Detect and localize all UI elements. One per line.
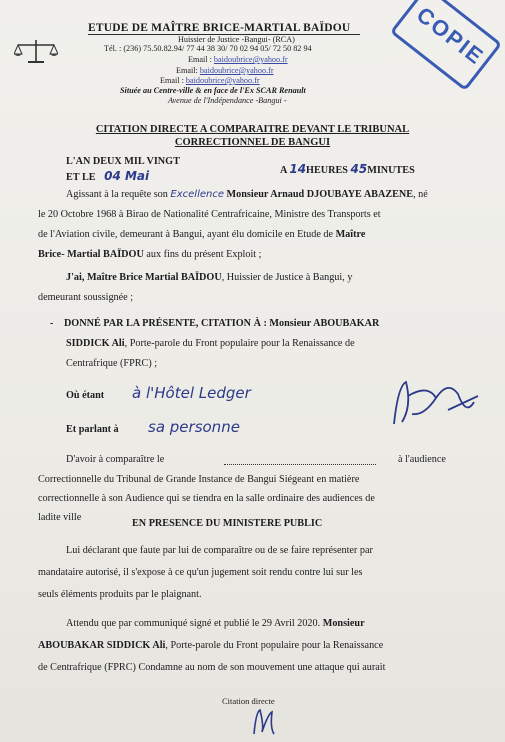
- para4-line1: D'avoir à comparaître le: [66, 454, 165, 465]
- para1-line3: de l'Aviation civile, demeurant à Bangui, ayant élu domicile en Etude de Maître: [38, 229, 366, 240]
- office-phone: Tél. : (236) 75.50.82.94/ 77 44 38 30/ 70 02 94 05/ 72 50 82 94: [104, 44, 312, 53]
- para6-line3: de Centrafrique (FPRC) Condamne au nom de son mouvement une attaque qui aurait: [38, 662, 386, 673]
- stamp-text: COPIE: [411, 1, 490, 70]
- scales-of-justice-logo: [14, 38, 58, 66]
- presence-heading: EN PRESENCE DU MINISTERE PUBLIC: [132, 518, 323, 529]
- handwritten-minutes: 45: [350, 162, 368, 176]
- para3-line2: SIDDICK Ali, Porte-parole du Front populaire pour la Renaissance de: [66, 338, 355, 349]
- handwritten-signature: [388, 376, 480, 428]
- para3-line3: Centrafrique (FPRC) ;: [66, 358, 158, 369]
- para5-line1: Lui déclarant que faute par lui de comparaître ou de se faire représenter par: [66, 545, 373, 556]
- handwritten-hour: 14: [289, 162, 307, 176]
- ou-etant-label: Où étant: [66, 390, 105, 401]
- email-link[interactable]: baidoubrice@yahoo.fr: [185, 76, 260, 85]
- footer-label: Citation directe: [222, 696, 275, 706]
- para4-line2: Correctionnelle du Tribunal de Grande Instance de Bangui Siégeant en matière: [38, 474, 360, 485]
- para2-line2: demeurant soussignée ;: [38, 292, 134, 303]
- para1-line1: Agissant à la requête son Excellence Monsieur Arnaud DJOUBAYE ABAZENE, né: [66, 189, 428, 200]
- copy-stamp: [390, 0, 503, 91]
- handwritten-date: 04 Mai: [104, 169, 150, 183]
- document-title-line-1: CITATION DIRECTE A COMPARAITRE DEVANT LE TRIBUNAL: [95, 124, 410, 135]
- para6-line1: Attendu que par communiqué signé et publié le 29 Avril 2020. Monsieur: [66, 618, 365, 629]
- para3-line1: - DONNÉ PAR LA PRÉSENTE, CITATION À : Monsieur ABOUBAKAR: [50, 318, 380, 329]
- para1-line4: Brice- Martial BAÏDOU aux fins du présent Exploit ;: [38, 249, 262, 260]
- date-line: ET LE 04 Mai: [66, 169, 150, 183]
- para6-line2: ABOUBAKAR SIDDICK Ali, Porte-parole du Front populaire pour la Renaissance: [38, 640, 384, 651]
- office-subtitle: Huissier de Justice -Bangui- (RCA): [178, 35, 295, 44]
- time-line: A 14HEURES 45MINUTES: [280, 162, 415, 176]
- parlant-label: Et parlant à: [66, 424, 119, 435]
- para4-line3: correctionnelle à son Audience qui se tiendra en la salle ordinaire des audiences de: [38, 493, 375, 504]
- para4-line4: ladite ville: [38, 512, 82, 523]
- office-title: ETUDE DE MAÎTRE BRICE-MARTIAL BAÏDOU: [88, 22, 351, 34]
- para2-line1: J'ai, Maître Brice Martial BAÏDOU, Huissier de Justice à Bangui, y: [66, 272, 353, 283]
- handwritten-location: à l'Hôtel Ledger: [132, 384, 251, 402]
- initials-mark: [250, 706, 276, 736]
- handwritten-person: sa personne: [148, 418, 240, 436]
- email-line-3: Email : baidoubrice@yahoo.fr: [160, 76, 260, 85]
- document-title-line-2: CORRECTIONNEL DE BANGUI: [174, 137, 331, 148]
- office-avenue: Avenue de l'Indépendance -Bangui -: [168, 96, 287, 105]
- date-blank: [224, 464, 376, 465]
- para4-line1-end: à l'audience: [398, 454, 446, 465]
- para1-line2: le 20 Octobre 1968 à Birao de Nationalité Centrafricaine, Ministre des Transports et: [38, 209, 381, 220]
- email-link[interactable]: baidoubrice@yahoo.fr: [213, 55, 288, 64]
- email-link[interactable]: baidoubrice@yahoo.fr: [199, 66, 274, 75]
- office-address: Située au Centre-ville & en face de l'Ex SCAR Renault: [120, 86, 306, 95]
- email-line-2: Email: baidoubrice@yahoo.fr: [176, 66, 274, 75]
- para5-line2: mandataire autorisé, il s'expose à ce qu'un jugement soit rendu contre lui sur les: [38, 567, 363, 578]
- email-line-1: Email : baidoubrice@yahoo.fr: [188, 55, 288, 64]
- para5-line3: seuls éléments produits par le plaignant.: [38, 589, 202, 600]
- year-line: L'AN DEUX MIL VINGT: [66, 156, 180, 167]
